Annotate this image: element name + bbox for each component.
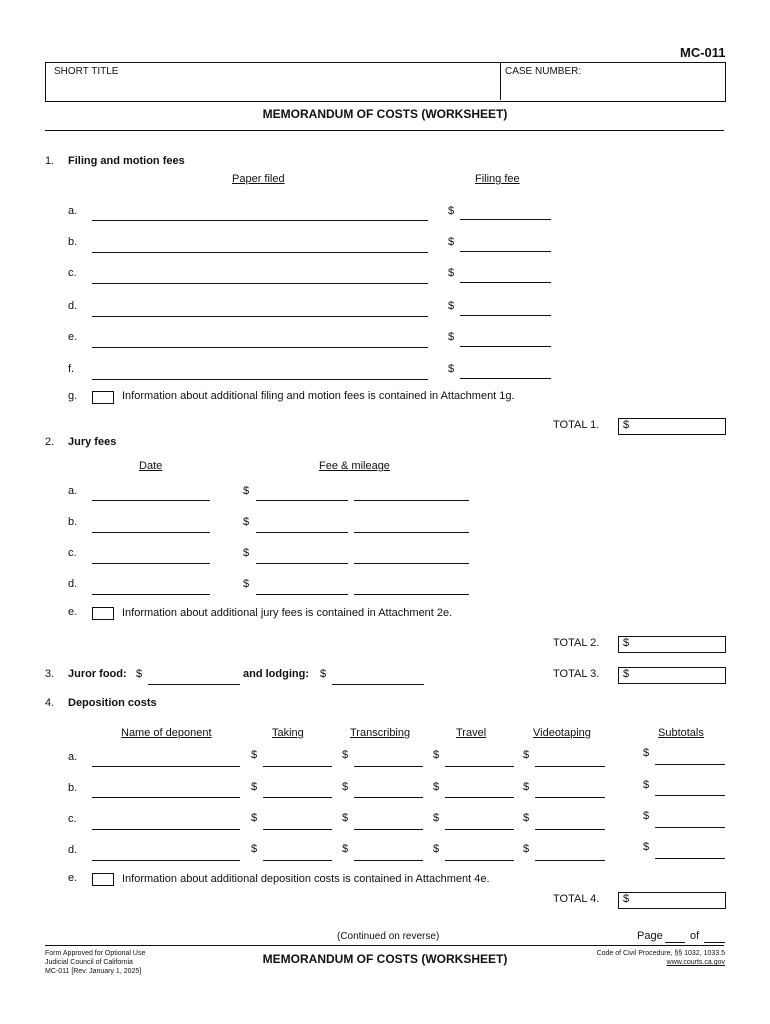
total2-label: TOTAL 2.: [553, 637, 600, 649]
total2-dollar: $: [623, 637, 630, 649]
transcribing-field[interactable]: [354, 797, 423, 798]
dollar-sign: $: [643, 841, 650, 853]
section1-col-paper: Paper filed: [232, 173, 285, 185]
total1-dollar: $: [623, 419, 630, 431]
dollar-sign: $: [433, 749, 440, 761]
dollar-sign: $: [523, 749, 530, 761]
paper-filed-field[interactable]: [92, 220, 428, 221]
dollar-sign: $: [448, 363, 455, 375]
subtotal-field[interactable]: [655, 827, 725, 828]
jury-fee-field[interactable]: [256, 594, 348, 595]
deponent-name-field[interactable]: [92, 829, 240, 830]
attachment-4e-checkbox[interactable]: [92, 873, 114, 886]
section2-col-date: Date: [139, 460, 163, 472]
dollar-sign: $: [433, 812, 440, 824]
jury-date-field[interactable]: [92, 532, 210, 533]
attachment-1g-checkbox[interactable]: [92, 391, 114, 404]
attachment-1g-text: Information about additional filing and motion fees is contained in Attachment 1g.: [122, 390, 515, 402]
jury-fee-field[interactable]: [256, 532, 348, 533]
filing-fee-field[interactable]: [460, 282, 551, 283]
deponent-name-field[interactable]: [92, 860, 240, 861]
row-letter: b.: [68, 516, 78, 528]
footer-title: MEMORANDUM OF COSTS (WORKSHEET): [262, 952, 508, 966]
dollar-sign: $: [342, 812, 349, 824]
dollar-sign: $: [643, 779, 650, 791]
dollar-sign: $: [243, 485, 250, 497]
courts-website-link[interactable]: www.courts.ca.gov: [666, 959, 725, 966]
code-reference: Code of Civil Procedure, §§ 1032, 1033.5: [596, 950, 725, 957]
dollar-sign: $: [243, 578, 250, 590]
section2-col-fee: Fee & mileage: [319, 460, 390, 472]
short-title-field[interactable]: [48, 80, 496, 98]
row-letter: d.: [68, 578, 78, 590]
paper-filed-field[interactable]: [92, 347, 428, 348]
dollar-sign: $: [448, 236, 455, 248]
videotaping-field[interactable]: [535, 860, 605, 861]
case-number-label: CASE NUMBER:: [505, 66, 582, 77]
dollar-sign: $: [433, 781, 440, 793]
attachment-2e-checkbox[interactable]: [92, 607, 114, 620]
transcribing-field[interactable]: [354, 829, 423, 830]
deponent-name-field[interactable]: [92, 797, 240, 798]
lodging-label: and lodging:: [243, 668, 309, 680]
col-name-of-deponent: Name of deponent: [121, 727, 212, 739]
total2-field[interactable]: [618, 636, 726, 653]
section4-e-letter: e.: [68, 872, 78, 884]
videotaping-field[interactable]: [535, 766, 605, 767]
total4-dollar: $: [623, 893, 630, 905]
row-letter: a.: [68, 751, 78, 763]
attachment-2e-text: Information about additional jury fees is contained in Attachment 2e.: [122, 607, 453, 619]
section4-number: 4.: [45, 697, 55, 709]
form-approved-text: Form Approved for Optional Use: [45, 950, 146, 957]
section1-g-letter: g.: [68, 390, 78, 402]
row-letter: d.: [68, 300, 78, 312]
row-letter: e.: [68, 331, 78, 343]
dollar-sign: $: [320, 668, 327, 680]
juror-food-field[interactable]: [148, 684, 240, 685]
lodging-field[interactable]: [332, 684, 424, 685]
filing-fee-field[interactable]: [460, 251, 551, 252]
section2-e-letter: e.: [68, 606, 78, 618]
section4-heading: Deposition costs: [68, 697, 157, 709]
filing-fee-field[interactable]: [460, 346, 551, 347]
revision-text: MC-011 [Rev. January 1, 2025]: [45, 968, 142, 975]
jury-date-field[interactable]: [92, 500, 210, 501]
dollar-sign: $: [643, 810, 650, 822]
dollar-sign: $: [643, 747, 650, 759]
total4-label: TOTAL 4.: [553, 893, 600, 905]
paper-filed-field[interactable]: [92, 316, 428, 317]
total1-label: TOTAL 1.: [553, 419, 600, 431]
paper-filed-field[interactable]: [92, 283, 428, 284]
case-number-field[interactable]: [505, 80, 720, 98]
col-travel: Travel: [456, 727, 487, 739]
dollar-sign: $: [523, 812, 530, 824]
jury-mileage-field[interactable]: [354, 594, 469, 595]
total3-dollar: $: [623, 668, 630, 680]
filing-fee-field[interactable]: [460, 378, 551, 379]
section1-col-fee: Filing fee: [475, 173, 520, 185]
page-label: Page: [637, 930, 663, 942]
attachment-4e-text: Information about additional deposition costs is contained in Attachment 4e.: [122, 873, 490, 885]
section1-heading: Filing and motion fees: [68, 155, 185, 167]
dollar-sign: $: [136, 668, 143, 680]
col-videotaping: Videotaping: [533, 727, 591, 739]
row-letter: a.: [68, 485, 78, 497]
dollar-sign: $: [251, 781, 258, 793]
footer-right: [520, 949, 725, 967]
footer-rule: [45, 945, 724, 946]
judicial-council-text: Judicial Council of California: [45, 959, 133, 966]
dollar-sign: $: [523, 843, 530, 855]
taking-field[interactable]: [263, 829, 332, 830]
short-title-label: SHORT TITLE: [54, 66, 119, 77]
dollar-sign: $: [243, 516, 250, 528]
col-taking: Taking: [272, 727, 304, 739]
row-letter: b.: [68, 782, 78, 794]
total3-field[interactable]: [618, 667, 726, 684]
dollar-sign: $: [448, 205, 455, 217]
section2-number: 2.: [45, 436, 55, 448]
title-rule: [45, 130, 724, 131]
travel-field[interactable]: [445, 860, 514, 861]
row-letter: f.: [68, 363, 75, 375]
videotaping-field[interactable]: [535, 797, 605, 798]
dollar-sign: $: [523, 781, 530, 793]
jury-date-field[interactable]: [92, 563, 210, 564]
dollar-sign: $: [243, 547, 250, 559]
row-letter: a.: [68, 205, 78, 217]
form-id: MC-011: [680, 45, 726, 60]
travel-field[interactable]: [445, 766, 514, 767]
paper-filed-field[interactable]: [92, 379, 428, 380]
subtotal-field[interactable]: [655, 795, 725, 796]
caption-divider: [500, 62, 501, 100]
taking-field[interactable]: [263, 797, 332, 798]
filing-fee-field[interactable]: [460, 219, 551, 220]
dollar-sign: $: [251, 812, 258, 824]
deponent-name-field[interactable]: [92, 766, 240, 767]
col-subtotals: Subtotals: [658, 727, 704, 739]
jury-fee-field[interactable]: [256, 563, 348, 564]
row-letter: d.: [68, 844, 78, 856]
dollar-sign: $: [251, 843, 258, 855]
section2-heading: Jury fees: [68, 436, 117, 448]
page-number-field[interactable]: [665, 942, 685, 943]
dollar-sign: $: [448, 331, 455, 343]
jury-date-field[interactable]: [92, 594, 210, 595]
row-letter: c.: [68, 267, 77, 279]
juror-food-label: Juror food:: [68, 668, 127, 680]
jury-mileage-field[interactable]: [354, 532, 469, 533]
dollar-sign: $: [342, 781, 349, 793]
transcribing-field[interactable]: [354, 860, 423, 861]
row-letter: c.: [68, 547, 77, 559]
videotaping-field[interactable]: [535, 829, 605, 830]
taking-field[interactable]: [263, 766, 332, 767]
jury-fee-field[interactable]: [256, 500, 348, 501]
dollar-sign: $: [448, 300, 455, 312]
of-label: of: [690, 930, 700, 942]
continued-note: (Continued on reverse): [337, 931, 440, 942]
filing-fee-field[interactable]: [460, 315, 551, 316]
page-title: MEMORANDUM OF COSTS (WORKSHEET): [262, 107, 508, 121]
row-letter: c.: [68, 813, 77, 825]
dollar-sign: $: [251, 749, 258, 761]
paper-filed-field[interactable]: [92, 252, 428, 253]
total4-field[interactable]: [618, 892, 726, 909]
taking-field[interactable]: [263, 860, 332, 861]
col-transcribing: Transcribing: [350, 727, 411, 739]
total3-label: TOTAL 3.: [553, 668, 600, 680]
subtotal-field[interactable]: [655, 858, 725, 859]
section3-number: 3.: [45, 668, 55, 680]
jury-mileage-field[interactable]: [354, 500, 469, 501]
total1-field[interactable]: [618, 418, 726, 435]
page-total-field[interactable]: [704, 942, 725, 943]
transcribing-field[interactable]: [354, 766, 423, 767]
travel-field[interactable]: [445, 797, 514, 798]
dollar-sign: $: [342, 749, 349, 761]
section1-number: 1.: [45, 155, 55, 167]
dollar-sign: $: [448, 267, 455, 279]
subtotal-field[interactable]: [655, 764, 725, 765]
row-letter: b.: [68, 236, 78, 248]
dollar-sign: $: [433, 843, 440, 855]
dollar-sign: $: [342, 843, 349, 855]
jury-mileage-field[interactable]: [354, 563, 469, 564]
travel-field[interactable]: [445, 829, 514, 830]
